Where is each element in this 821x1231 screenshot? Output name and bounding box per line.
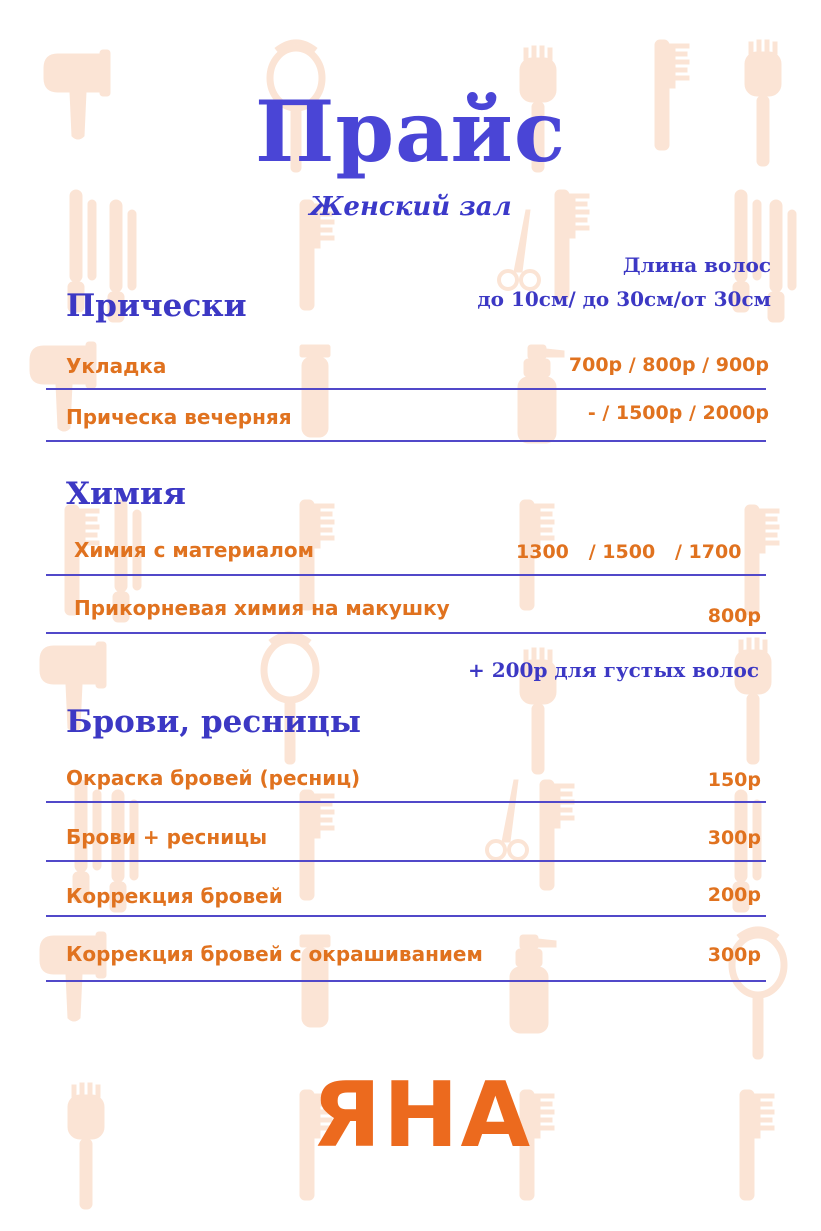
service-name: Коррекция бровей bbox=[66, 884, 283, 908]
service-name: Брови + ресницы bbox=[66, 825, 268, 849]
section-title-perm: Химия bbox=[66, 476, 186, 512]
page-subtitle: Женский зал bbox=[309, 192, 512, 222]
section-title-hairstyles: Прически bbox=[66, 288, 247, 324]
service-price: 800р bbox=[707, 605, 761, 627]
row-divider bbox=[46, 801, 766, 803]
page-title: Прайс bbox=[255, 82, 566, 181]
row-divider bbox=[46, 980, 766, 982]
service-name: Химия с материалом bbox=[74, 538, 314, 562]
service-name: Укладка bbox=[66, 354, 167, 378]
row-divider bbox=[46, 860, 766, 862]
row-divider bbox=[46, 915, 766, 917]
service-name: Прикорневая химия на макушку bbox=[74, 596, 450, 620]
section-title-brows: Брови, ресницы bbox=[66, 704, 361, 740]
service-price: 1300 / 1500 / 1700 bbox=[516, 541, 742, 563]
service-name: Окраска бровей (ресниц) bbox=[66, 766, 361, 790]
service-price: 300р bbox=[707, 944, 761, 966]
service-price: 700р / 800р / 900р bbox=[568, 354, 769, 376]
brand-logo-text: ЯНА bbox=[311, 1063, 533, 1162]
service-name: Коррекция бровей с окрашиванием bbox=[66, 942, 483, 966]
hair-length-ranges: до 10см/ до 30см/от 30см bbox=[477, 287, 771, 311]
hair-length-label: Длина волос bbox=[622, 253, 771, 277]
service-price: 150р bbox=[707, 769, 761, 791]
service-name: Прическа вечерняя bbox=[66, 405, 292, 429]
service-price: 200р bbox=[707, 884, 761, 906]
row-divider bbox=[46, 388, 766, 390]
service-price: 300р bbox=[707, 827, 761, 849]
perm-note: + 200р для густых волос bbox=[467, 658, 759, 682]
row-divider bbox=[46, 440, 766, 442]
service-price: - / 1500р / 2000р bbox=[587, 402, 769, 424]
row-divider bbox=[46, 574, 766, 576]
brand-logo bbox=[0, 1062, 821, 1162]
row-divider bbox=[46, 632, 766, 634]
